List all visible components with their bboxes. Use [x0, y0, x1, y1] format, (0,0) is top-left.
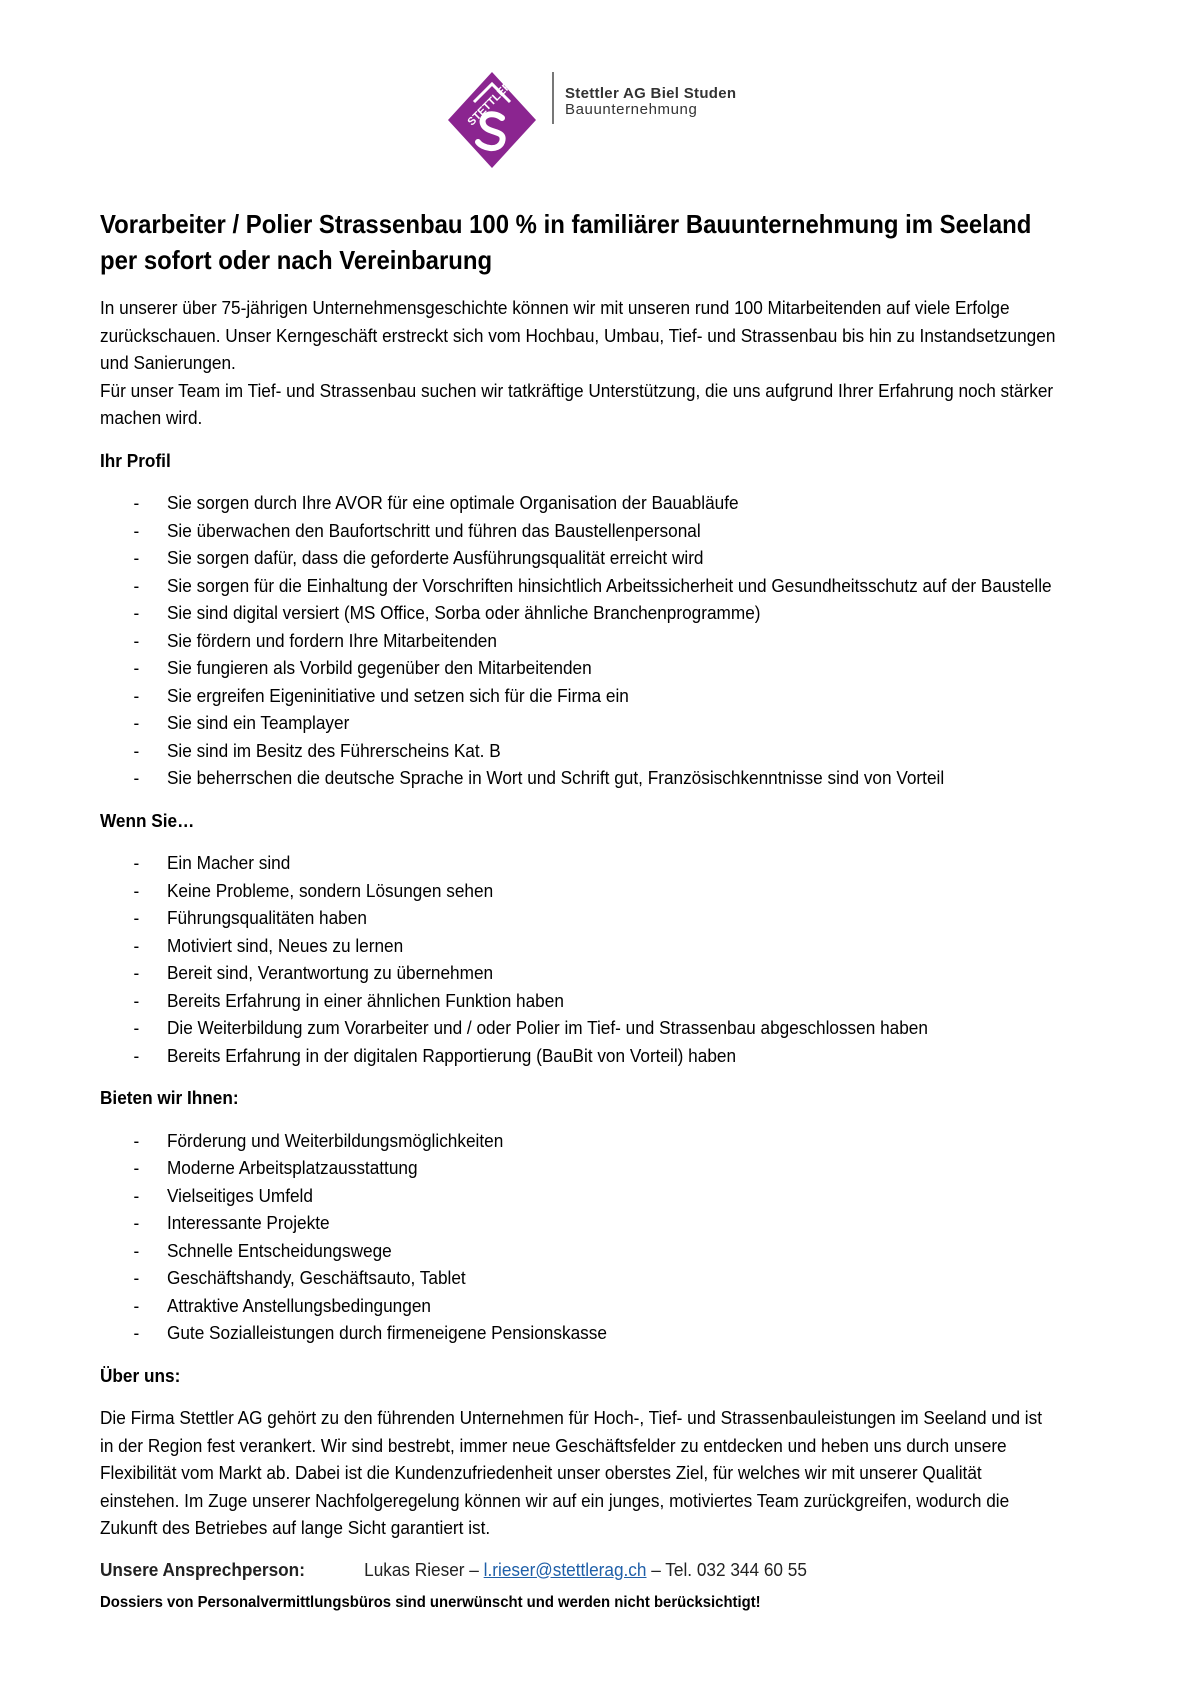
- list-item-text: Sie sorgen dafür, dass die geforderte Ausführungsqualität erreicht wird: [166, 547, 704, 568]
- about-line: Flexibilität vom Markt ab. Dabei ist die Kundenzufriedenheit unser oberstes Ziel, für welches wir mit unserer Qualität: [100, 1462, 982, 1483]
- list-marker: -: [133, 739, 140, 761]
- list-item: [100, 877, 1123, 905]
- list-item: [100, 599, 1123, 627]
- list-item-text: Gute Sozialleistungen durch firmeneigene Pensionskasse: [166, 1322, 607, 1343]
- contact-name: Lukas Rieser –: [364, 1558, 484, 1580]
- company-name: Stettler AG Biel Studen: [565, 85, 737, 102]
- list-marker: -: [133, 602, 140, 623]
- list-marker: -: [133, 547, 140, 568]
- intro-line: Für unser Team im Tief- und Strassenbau suchen wir tatkräftige Unterstützung, die uns aufgrund Ihrer Erfahrung noch stärker: [100, 379, 1054, 401]
- list-item-text: Bereits Erfahrung in einer ähnlichen Funktion haben: [166, 989, 564, 1011]
- section-title: Ihr Profil: [100, 449, 171, 471]
- list-marker: -: [133, 629, 140, 651]
- company-header: [0, 68, 1190, 180]
- agency-disclaimer: Dossiers von Personalvermittlungsbüros sind unerwünscht und werden nicht berücksichtigt!: [100, 1594, 761, 1611]
- job-title-line-2: per sofort oder nach Vereinbarung: [100, 245, 493, 275]
- list-item-text: Sie fungieren als Vorbild gegenüber den Mitarbeitenden: [166, 657, 592, 678]
- list-item: [100, 959, 1123, 987]
- list-item: [100, 1264, 1123, 1292]
- job-title-line-1: Vorarbeiter / Polier Strassenbau 100 % in familiärer Bauunternehmung im Seeland: [100, 209, 1032, 239]
- about-line: in der Region fest verankert. Wir sind bestrebt, immer neue Geschäftsfelder zu entdecken und heben uns durch unsere: [100, 1434, 1007, 1456]
- list-item-text: Sie sorgen durch Ihre AVOR für eine optimale Organisation der Bauabläufe: [166, 492, 739, 513]
- list-item: [100, 1209, 1123, 1237]
- stettler-logo-icon: [444, 68, 540, 178]
- logo-text: [565, 86, 736, 118]
- contact-label: Unsere Ansprechperson:: [100, 1558, 305, 1580]
- bullet-list: [100, 1127, 1123, 1347]
- list-item-text: Sie ergreifen Eigeninitiative und setzen sich für die Firma ein: [166, 684, 629, 706]
- about-title: Über uns:: [100, 1364, 181, 1386]
- list-item-text: Interessante Projekte: [166, 1212, 330, 1233]
- list-item: [100, 932, 1123, 960]
- list-marker: -: [133, 1212, 140, 1233]
- bullet-list: [100, 849, 1123, 1069]
- list-item-text: Bereit sind, Verantwortung zu übernehmen: [166, 962, 494, 983]
- job-title: [100, 206, 1112, 278]
- list-item-text: Förderung und Weiterbildungsmöglichkeiten: [166, 1129, 504, 1151]
- list-item: [100, 1042, 1123, 1070]
- list-marker: -: [133, 989, 140, 1011]
- list-item: [100, 709, 1123, 737]
- list-item-text: Keine Probleme, sondern Lösungen sehen: [166, 879, 494, 901]
- list-item: [100, 544, 1123, 572]
- contact-email-link[interactable]: l.rieser@stettlerag.ch: [483, 1558, 647, 1580]
- list-marker: -: [133, 1239, 140, 1261]
- contact-phone: – Tel. 032 344 60 55: [646, 1558, 807, 1580]
- list-item-text: Die Weiterbildung zum Vorarbeiter und / oder Polier im Tief- und Strassenbau abgeschlossen haben: [166, 1017, 928, 1038]
- job-posting: [100, 206, 1120, 1615]
- list-item: [100, 682, 1123, 710]
- intro-text: [100, 294, 1123, 432]
- list-item-text: Sie sorgen für die Einhaltung der Vorschriften hinsichtlich Arbeitssicherheit und Gesundheitsschutz auf der Baustelle: [166, 574, 1052, 596]
- list-marker: -: [133, 574, 140, 596]
- logo-mark-text: STETTLER: [465, 79, 515, 129]
- list-marker: -: [133, 767, 140, 788]
- list-item-text: Bereits Erfahrung in der digitalen Rapportierung (BauBit von Vorteil) haben: [166, 1044, 737, 1066]
- list-marker: -: [133, 657, 140, 678]
- list-item: [100, 1237, 1123, 1265]
- intro-line: und Sanierungen.: [100, 352, 236, 373]
- list-item: [100, 987, 1123, 1015]
- about-section: [100, 1362, 1123, 1542]
- list-marker: -: [133, 712, 140, 733]
- list-item-text: Schnelle Entscheidungswege: [166, 1239, 392, 1261]
- list-marker: -: [133, 852, 140, 873]
- section-title: Bieten wir Ihnen:: [100, 1087, 239, 1108]
- requirements-sections: [100, 447, 1123, 1347]
- company-subtitle: Bauunternehmung: [565, 101, 698, 118]
- intro-line: zurückschauen. Unser Kerngeschäft erstreckt sich vom Hochbau, Umbau, Tief- und Strassenbau bis hin zu Instandsetzungen: [100, 324, 1056, 346]
- list-item-text: Ein Macher sind: [166, 852, 291, 873]
- list-item: [100, 904, 1123, 932]
- list-item: [100, 1319, 1123, 1347]
- list-item: [100, 1182, 1123, 1210]
- about-line: Zukunft des Betriebes auf lange Sicht garantiert ist.: [100, 1517, 491, 1538]
- about-line: einstehen. Im Zuge unserer Nachfolgeregelung können wir auf ein junges, motiviertes Team zurückgreifen, wodurch die: [100, 1489, 1010, 1511]
- intro-line: machen wird.: [100, 407, 203, 428]
- list-item-text: Vielseitiges Umfeld: [166, 1184, 313, 1206]
- list-marker: -: [133, 1267, 140, 1288]
- list-item-text: Sie überwachen den Baufortschritt und führen das Baustellenpersonal: [166, 519, 701, 541]
- list-item: [100, 572, 1123, 600]
- list-item: [100, 1014, 1123, 1042]
- list-item-text: Sie sind im Besitz des Führerscheins Kat. B: [166, 739, 501, 761]
- contact-person: [364, 1556, 807, 1584]
- list-marker: -: [133, 879, 140, 901]
- logo-divider: [552, 72, 554, 124]
- list-marker: -: [133, 684, 140, 706]
- list-item-text: Sie sind ein Teamplayer: [166, 712, 350, 733]
- list-marker: -: [133, 1129, 140, 1151]
- list-item-text: Moderne Arbeitsplatzausstattung: [166, 1157, 418, 1178]
- list-marker: -: [133, 934, 140, 956]
- list-item: [100, 764, 1123, 792]
- list-marker: -: [133, 1044, 140, 1066]
- list-item: [100, 1154, 1123, 1182]
- list-marker: -: [133, 1184, 140, 1206]
- list-marker: -: [133, 492, 140, 513]
- section-title: Wenn Sie…: [100, 809, 195, 831]
- list-item-text: Motiviert sind, Neues zu lernen: [166, 934, 404, 956]
- list-marker: -: [133, 1294, 140, 1316]
- list-item-text: Sie beherrschen die deutsche Sprache in Wort und Schrift gut, Französischkenntnisse sind von Vorteil: [166, 767, 945, 788]
- list-marker: -: [133, 1322, 140, 1343]
- list-item: [100, 654, 1123, 682]
- intro-line: In unserer über 75-jährigen Unternehmensgeschichte können wir mit unseren rund 100 Mitarbeitenden auf viele Erfolge: [100, 297, 1010, 318]
- list-item: [100, 489, 1123, 517]
- list-item: [100, 849, 1123, 877]
- list-item-text: Sie sind digital versiert (MS Office, Sorba oder ähnliche Branchenprogramme): [166, 602, 761, 623]
- list-item: [100, 737, 1123, 765]
- list-item-text: Attraktive Anstellungsbedingungen: [166, 1294, 431, 1316]
- about-line: Die Firma Stettler AG gehört zu den führenden Unternehmen für Hoch-, Tief- und Strassenbauleistungen im Seeland und ist: [100, 1407, 1043, 1428]
- contact-row: [100, 1556, 1123, 1584]
- list-item: [100, 1127, 1123, 1155]
- list-item-text: Sie fördern und fordern Ihre Mitarbeitenden: [166, 629, 497, 651]
- list-item: [100, 517, 1123, 545]
- list-item-text: Geschäftshandy, Geschäftsauto, Tablet: [166, 1267, 466, 1288]
- list-marker: -: [133, 1157, 140, 1178]
- list-marker: -: [133, 907, 140, 928]
- list-marker: -: [133, 519, 140, 541]
- list-marker: -: [133, 962, 140, 983]
- list-item: [100, 1292, 1123, 1320]
- list-item: [100, 627, 1123, 655]
- list-item-text: Führungsqualitäten haben: [166, 907, 367, 928]
- list-marker: -: [133, 1017, 140, 1038]
- bullet-list: [100, 489, 1123, 792]
